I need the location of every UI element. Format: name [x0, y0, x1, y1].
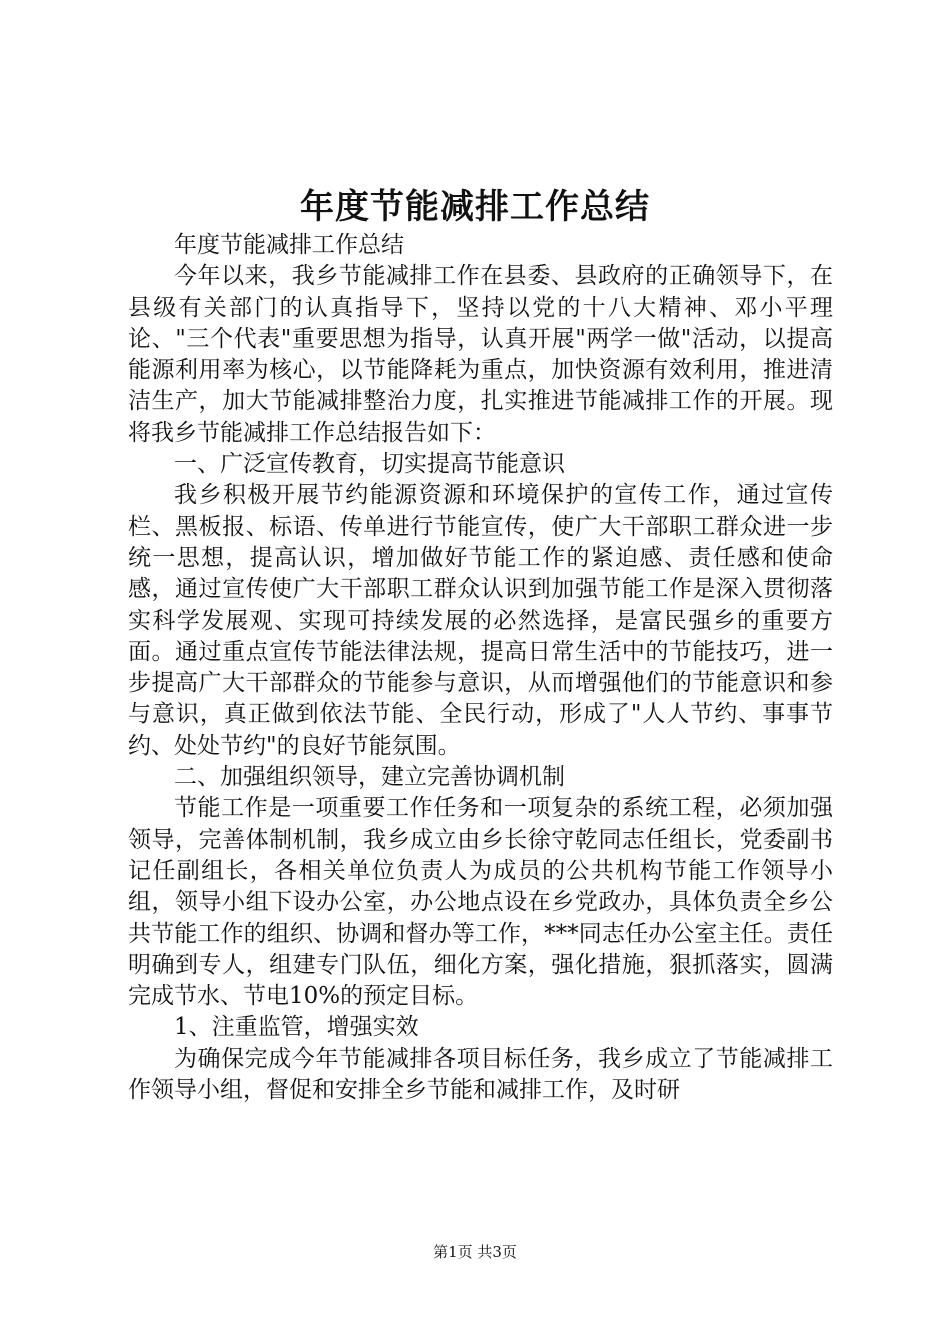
paragraph-subtitle: 年度节能减排工作总结 — [174, 232, 404, 258]
paragraph-section-1: 我乡积极开展节约能源资源和环境保护的宣传工作，通过宣传栏、黑板报、标语、传单进行节能宣传，使广大干部职工群众进一步统一思想，提高认识，增加做好节能工作的紧迫感、责任感和使命感，通过宣传使广大干部职工群众认识到加强节能工作是深入贯彻落实科学发展观、实现可持续发展的必然选择，是富民强乡的重要方面。通过重点宣传节能法律法规，提高日常生活中的节能技巧，进一步提高广大干部群众的节能参与意识，从而增强他们的节能意识和参与意识，真正做到依法节能、全民行动，形成了"人人节约、事事节约、处处节约"的良好节能氛围。 — [128, 482, 833, 759]
document-body — [128, 230, 833, 1106]
page-footer: 第1页 共3页 — [433, 1243, 517, 1261]
paragraph-intro: 今年以来，我乡节能减排工作在县委、县政府的正确领导下，在县级有关部门的认真指导下，坚持以党的十八大精神、邓小平理论、"三个代表"重要思想为指导，认真开展"两学一做"活动，以提高能源利用率为核心，以节能降耗为重点，加快资源有效利用，推进清洁生产，加大节能减排整治力度，扎实推进节能减排工作的开展。现将我乡节能减排工作总结报告如下： — [128, 263, 833, 446]
section-heading-1: 一、广泛宣传教育，切实提高节能意识 — [174, 451, 565, 478]
section-heading-2: 二、加强组织领导，建立完善协调机制 — [174, 764, 565, 791]
paragraph-subsection-1: 为确保完成今年节能减排各项目标任务，我乡成立了节能减排工作领导小组，督促和安排全乡节能和减排工作，及时研 — [128, 1045, 833, 1104]
document-title: 年度节能减排工作总结 — [300, 187, 650, 227]
subsection-heading-1: 1、注重监管，增强实效 — [174, 1014, 419, 1041]
paragraph-section-2: 节能工作是一项重要工作任务和一项复杂的系统工程，必须加强领导，完善体制机制，我乡成立由乡长徐守乾同志任组长，党委副书记任副组长，各相关单位负责人为成员的公共机构节能工作领导小组，领导小组下设办公室，办公地点设在乡党政办，具体负责全乡公共节能工作的组织、协调和督办等工作，***同志任办公室主任。责任明确到专人，组建专门队伍，细化方案，强化措施，狠抓落实，圆满完成节水、节电10%的预定目标。 — [128, 795, 833, 1010]
